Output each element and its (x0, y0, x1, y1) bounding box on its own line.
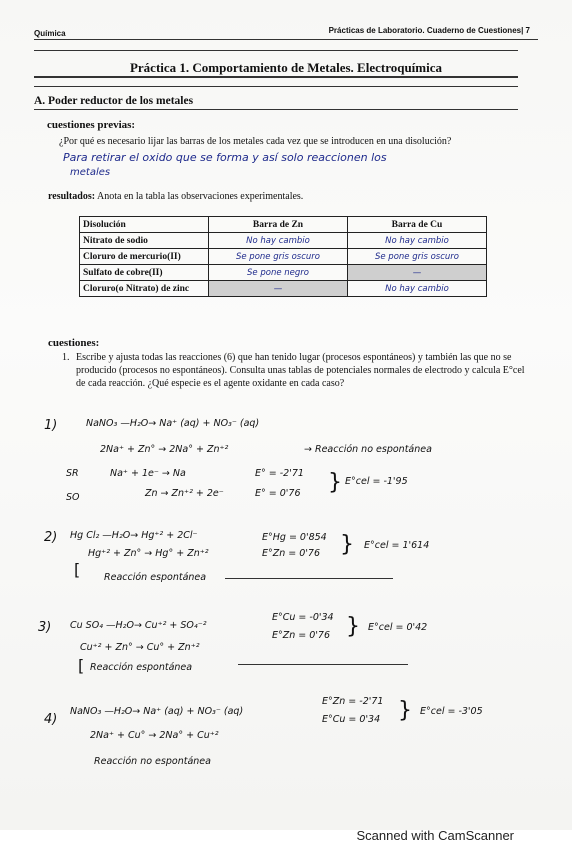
table-cell: Se pone gris oscuro (348, 249, 487, 265)
observations-table (79, 216, 487, 297)
reaction-4-equation: NaNO₃ —H₂O→ Na⁺ (aq) + NO₃⁻ (aq) (70, 706, 244, 717)
table-row (80, 249, 487, 265)
table-cell: — (209, 281, 348, 297)
item-text-2: producido (procesos no espontáneos). Consulta unas tablas de potenciales normales de electrodo y calcula E°cel (76, 365, 525, 376)
cuestiones-previas-heading: cuestiones previas: (47, 119, 136, 131)
reaction-4-e2: E°Cu = 0'34 (322, 714, 381, 725)
reaction-1-global: 2Na⁺ + Zn° → 2Na° + Zn⁺² (100, 444, 229, 455)
table-header: Barra de Cu (348, 217, 487, 233)
table-cell: Cloruro de mercurio(II) (80, 249, 209, 265)
reaction-2-corner: [ (74, 560, 81, 579)
table-row (80, 281, 487, 297)
header-rule (34, 39, 538, 40)
results-text: Anota en la tabla las observaciones experimentales. (97, 191, 304, 202)
reaction-1-half-2: Zn → Zn⁺² + 2e⁻ (145, 488, 224, 499)
reaction-3-e1: E°Cu = -0'34 (272, 612, 334, 623)
reaction-1-half-1: Na⁺ + 1e⁻ → Na (110, 468, 186, 479)
reaction-4-note: Reacción no espontánea (94, 756, 211, 767)
reaction-3-corner: [ (78, 656, 85, 675)
table-cell: Cloruro(o Nitrato) de zinc (80, 281, 209, 297)
reaction-1-ecel: E°cel = -1'95 (345, 476, 408, 487)
item-text-3: de cada reacción. ¿Qué especie es el agente oxidante en cada caso? (76, 378, 345, 389)
results-label: resultados: (48, 191, 96, 202)
reaction-3-equation: Cu SO₄ —H₂O→ Cu⁺² + SO₄⁻² (70, 620, 207, 631)
reaction-1-e2: E° = 0'76 (255, 488, 301, 499)
cuestiones-heading: cuestiones: (48, 337, 100, 349)
reaction-2-global: Hg⁺² + Zn° → Hg° + Zn⁺² (88, 548, 209, 559)
item-text-1: Escribe y ajusta todas las reacciones (6) que han tenido lugar (procesos espontáneos) y también las que no se (76, 352, 512, 363)
table-cell: — (348, 265, 487, 281)
page-title: Práctica 1. Comportamiento de Metales. Electroquímica (129, 60, 443, 75)
reaction-1-bracket: } (328, 470, 342, 495)
reaction-3-e2: E°Zn = 0'76 (272, 630, 331, 641)
reaction-2-e1: E°Hg = 0'854 (262, 532, 327, 543)
table-row (80, 265, 487, 281)
previous-question: ¿Por qué es necesario lijar las barras de los metales cada vez que se introducen en una disolución? (59, 136, 452, 147)
reaction-2-arrow-line (225, 578, 393, 579)
item-number: 1. (62, 352, 70, 363)
reaction-1-equation: NaNO₃ —H₂O→ Na⁺ (aq) + NO₃⁻ (aq) (86, 418, 260, 429)
header-right: Prácticas de Laboratorio. Cuaderno de Cuestiones| 7 (328, 26, 530, 35)
table-cell: Nitrato de sodio (80, 233, 209, 249)
reaction-1-sr: SR (66, 468, 79, 479)
reaction-3-ecel: E°cel = 0'42 (368, 622, 428, 633)
table-header-row (80, 217, 487, 233)
camscanner-watermark: Scanned with CamScanner (356, 828, 514, 843)
reaction-4-number: 4) (44, 712, 58, 727)
reaction-3-bracket: } (346, 614, 360, 639)
title-top-rule (34, 50, 518, 51)
answer-line-2: metales (70, 167, 111, 178)
reaction-2-e2: E°Zn = 0'76 (262, 548, 321, 559)
reaction-1-note: → Reacción no espontánea (304, 444, 432, 455)
reaction-1-number: 1) (44, 418, 58, 433)
table-header: Disolución (80, 217, 209, 233)
reaction-4-bracket: } (398, 698, 412, 723)
reaction-4-e1: E°Zn = -2'71 (322, 696, 384, 707)
reaction-3-number: 3) (38, 620, 52, 635)
reaction-4-global: 2Na⁺ + Cu° → 2Na° + Cu⁺² (90, 730, 219, 741)
table-cell: No hay cambio (348, 233, 487, 249)
reaction-4-ecel: E°cel = -3'05 (420, 706, 483, 717)
table-cell: No hay cambio (209, 233, 348, 249)
table-header: Barra de Zn (209, 217, 348, 233)
reaction-2-note: Reacción espontánea (104, 572, 207, 583)
title-bottom-rule (34, 76, 518, 78)
header-left: Química (34, 29, 66, 38)
section-rule (34, 109, 518, 110)
title-thin-rule (34, 86, 518, 87)
table-cell: Se pone negro (209, 265, 348, 281)
reaction-3-arrow-line (238, 664, 408, 665)
reaction-1-so: SO (66, 492, 80, 503)
reaction-2-ecel: E°cel = 1'614 (364, 540, 430, 551)
answer-line-1: Para retirar el oxido que se forma y así solo reaccionen los (63, 151, 387, 164)
results-line (48, 190, 303, 203)
table-row (80, 233, 487, 249)
reaction-2-number: 2) (44, 530, 58, 545)
table-cell: Sulfato de cobre(II) (80, 265, 209, 281)
section-heading: A. Poder reductor de los metales (34, 95, 194, 107)
table-cell: No hay cambio (348, 281, 487, 297)
table-cell: Se pone gris oscuro (209, 249, 348, 265)
reaction-3-global: Cu⁺² + Zn° → Cu° + Zn⁺² (80, 642, 200, 653)
reaction-3-note: Reacción espontánea (90, 662, 193, 673)
reaction-2-equation: Hg Cl₂ —H₂O→ Hg⁺² + 2Cl⁻ (70, 530, 198, 541)
reaction-1-e1: E° = -2'71 (255, 468, 304, 479)
reaction-2-bracket: } (340, 532, 354, 557)
